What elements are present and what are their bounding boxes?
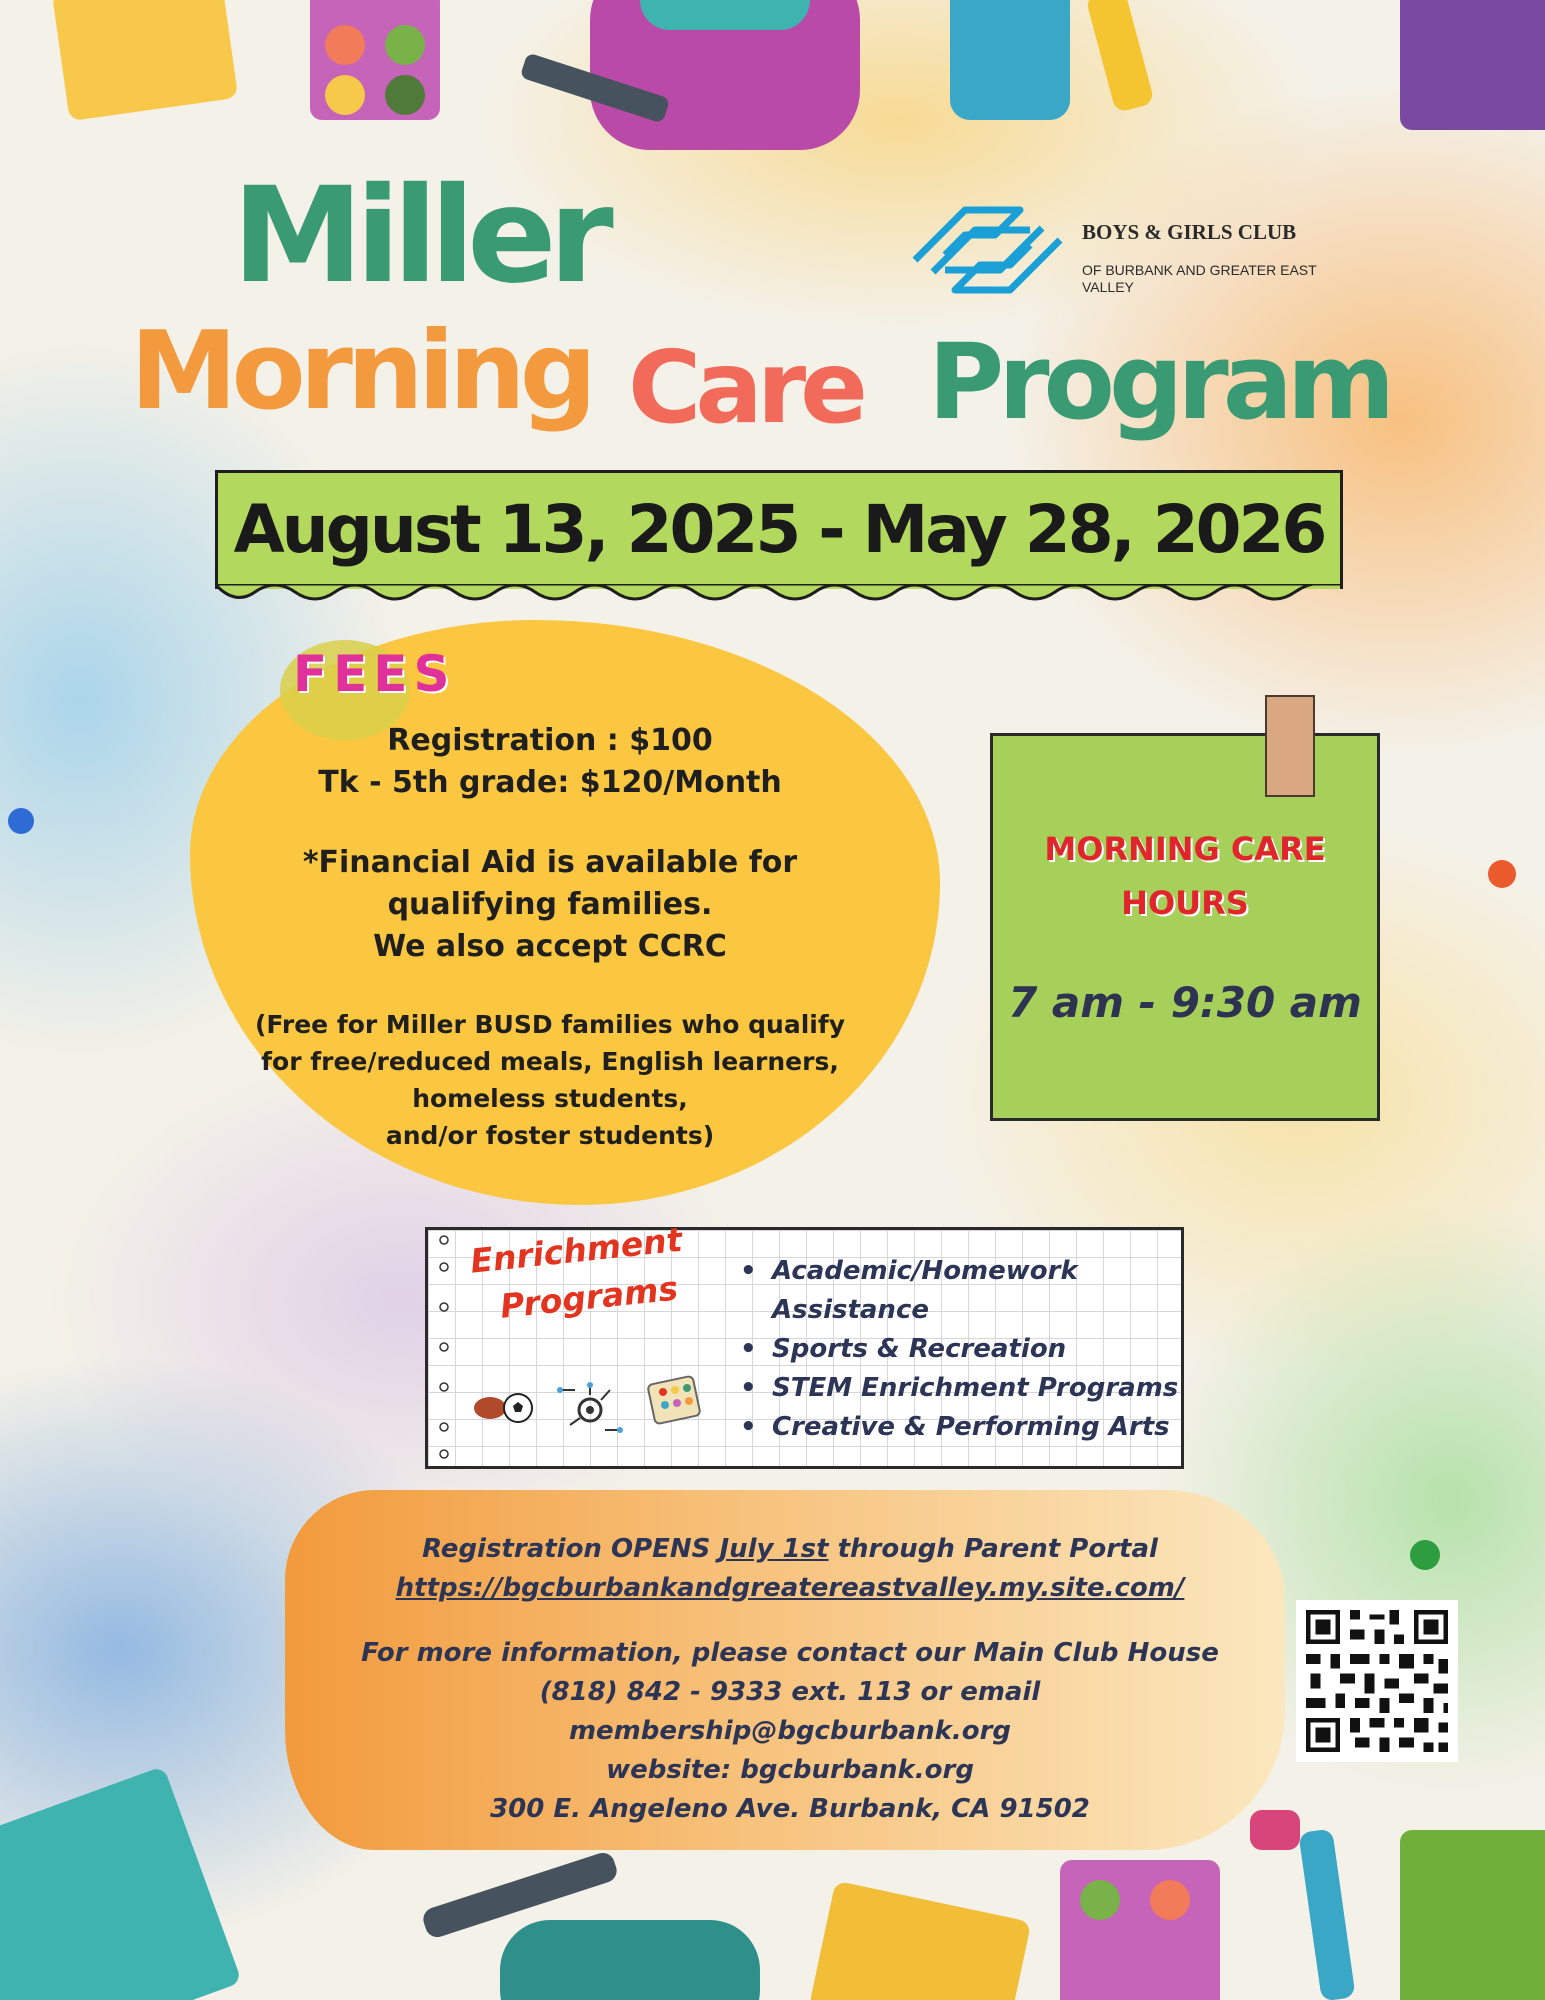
contact-line: For more information, please contact our Main Club House <box>361 1638 1219 1668</box>
free-eligibility-line-2: for free/reduced meals, English learners, <box>261 1047 839 1076</box>
paint-dot <box>325 75 365 115</box>
financial-aid-line-1: *Financial Aid is available for <box>302 845 798 880</box>
book-stack-decoration <box>1400 0 1545 130</box>
banner-scallop-edge <box>215 584 1343 606</box>
free-eligibility-line-1: (Free for Miller BUSD families who qualify <box>254 1010 845 1039</box>
title-program: Program <box>928 321 1390 443</box>
hours-heading-line-2: HOURS <box>1121 884 1249 922</box>
email-link[interactable]: membership@bgcburbank.org <box>568 1716 1012 1746</box>
backpack-decoration <box>500 1920 760 2000</box>
interlocking-hands-icon <box>905 200 1070 300</box>
financial-aid-line-2: qualifying families. <box>387 887 713 922</box>
paint-dot <box>385 75 425 115</box>
stem-gear-icon <box>555 1380 625 1440</box>
registration-opens: Registration OPENS July 1st through Parent Portal <box>422 1534 1158 1564</box>
notebook-decoration <box>52 0 238 121</box>
boys-girls-club-logo <box>905 200 1345 310</box>
marker-decoration <box>1298 1828 1355 2000</box>
paint-dot <box>385 25 425 65</box>
paint-splash <box>8 808 34 834</box>
title-miller: Miller <box>232 159 606 313</box>
address: 300 E. Angeleno Ave. Burbank, CA 91502 <box>490 1794 1090 1824</box>
date-banner <box>215 470 1343 589</box>
paint-dot <box>1150 1880 1190 1920</box>
paint-splash <box>1488 860 1516 888</box>
pencil-case-decoration <box>0 1766 242 2000</box>
qr-code-icon[interactable] <box>1296 1600 1458 1762</box>
paint-palette-decoration <box>1060 1860 1220 2000</box>
book-stack-decoration <box>1400 1830 1545 2000</box>
paint-palette-icon <box>645 1372 705 1432</box>
list-item: • Academic/Homework Assistance <box>740 1256 1078 1325</box>
paint-dot <box>325 25 365 65</box>
paint-splash <box>1410 1540 1440 1570</box>
paint-dot <box>1080 1880 1120 1920</box>
monthly-fee: Tk - 5th grade: $120/Month <box>318 765 782 800</box>
hours-heading-line-1: MORNING CARE <box>1044 830 1326 868</box>
tape-icon <box>1265 695 1315 797</box>
program-dates: August 13, 2025 - May 28, 2026 <box>233 491 1325 568</box>
free-eligibility-line-4: and/or foster students) <box>385 1121 715 1150</box>
list-item: • Creative & Performing Arts <box>740 1412 1170 1442</box>
phone-line: (818) 842 - 9333 ext. 113 or email <box>539 1677 1041 1707</box>
enrichment-heading-line-1: Enrichment <box>468 1219 685 1281</box>
marker-decoration <box>1085 0 1155 113</box>
hours-time: 7 am - 9:30 am <box>1008 978 1362 1027</box>
ccrc-note: We also accept CCRC <box>373 929 727 964</box>
title-care: Care <box>628 329 863 446</box>
backpack-strap-decoration <box>640 0 810 30</box>
title-morning: Morning <box>130 309 592 434</box>
logo-name: BOYS & GIRLS CLUB <box>1082 220 1297 244</box>
fees-heading: FEES <box>293 645 456 703</box>
fees-details <box>230 720 870 1154</box>
sports-balls-icon <box>470 1380 540 1430</box>
pencil-case-decoration <box>950 0 1070 120</box>
registration-date: July 1st <box>719 1534 829 1564</box>
logo-subtitle: OF BURBANK AND GREATER EAST VALLEY <box>1082 262 1317 295</box>
list-item: • STEM Enrichment Programs <box>740 1373 1179 1403</box>
notebook-decoration <box>809 1881 1032 2000</box>
website-link[interactable]: website: bgcburbank.org <box>606 1755 974 1785</box>
notebook-holes <box>436 1232 452 1462</box>
registration-fee: Registration : $100 <box>387 723 713 758</box>
free-eligibility-line-3: homeless students, <box>412 1084 688 1113</box>
registration-info <box>320 1530 1260 1829</box>
enrichment-heading-line-2: Programs <box>498 1268 680 1326</box>
parent-portal-link[interactable]: https://bgcburbankandgreatereastvalley.my.site.com/ <box>395 1573 1185 1603</box>
list-item: • Sports & Recreation <box>740 1334 1067 1364</box>
hours-heading <box>990 822 1380 930</box>
enrichment-list <box>740 1252 1182 1447</box>
